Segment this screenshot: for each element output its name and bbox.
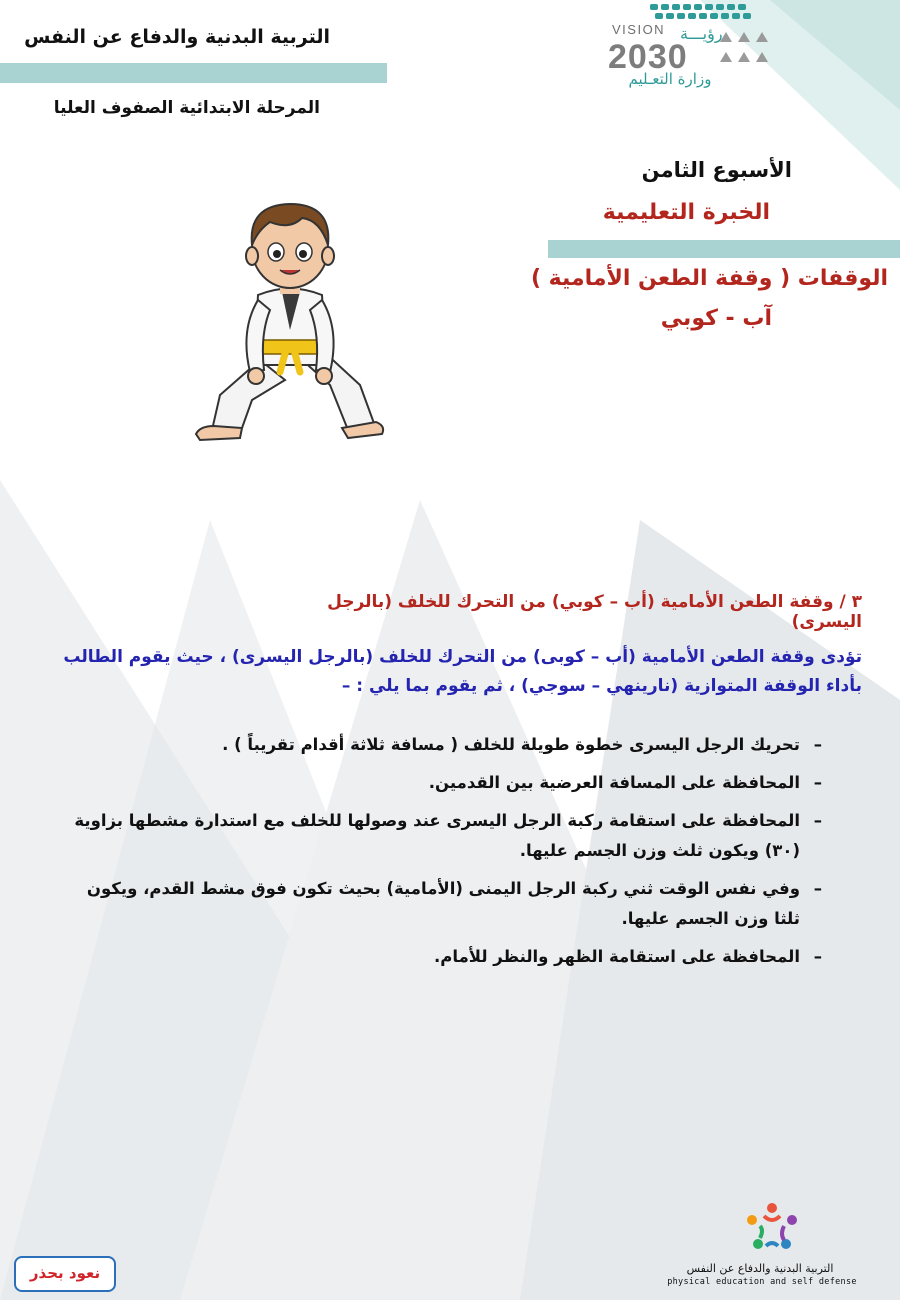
karate-boy-illustration xyxy=(190,190,390,455)
logo-vision-text: VISION xyxy=(612,22,666,37)
subject-title: التربية البدنية والدفاع عن النفس xyxy=(24,26,330,48)
list-item xyxy=(60,942,822,972)
steps-list xyxy=(60,730,822,980)
experience-title: الخبرة التعليمية xyxy=(602,200,770,225)
logo-year: 2030 xyxy=(608,38,688,76)
stage-label: المرحلة الابتدائية الصفوف العليا xyxy=(53,98,320,118)
footer-subject-arabic: التربية البدنية والدفاع عن النفس xyxy=(686,1262,834,1275)
step-text: المحافظة على استقامة ركبة الرجل اليسرى عند وصولها للخلف مع استدارة مشطها بزاوية (٣٠) ويكون ثلث وزن الجسم عليها. xyxy=(74,811,800,860)
stance-name: آب - كوبي xyxy=(660,306,772,331)
section-intro: تؤدى وقفة الطعن الأمامية (أب – كوبى) من التحرك للخلف (بالرجل اليسرى) ، حيث يقوم الطالب بأداء الوقفة المتوازية (نارينهي – سوجي) ، ثم يقوم بما يلي : – xyxy=(63,647,862,696)
step-text: وفي نفس الوقت ثني ركبة الرجل اليمنى (الأمامية) بحيث تكون فوق مشط القدم، ويكون ثلثا وزن الجسم عليها. xyxy=(86,879,800,928)
step-text: تحريك الرجل اليسرى خطوة طويلة للخلف ( مسافة ثلاثة أقدام تقريباً ) . xyxy=(222,735,800,754)
section-heading: ٣ / وقفة الطعن الأمامية (أب – كوبي) من التحرك للخلف (بالرجل اليسرى) xyxy=(327,592,862,632)
footer-subject-english: physical education and self defense xyxy=(667,1277,857,1287)
list-item xyxy=(60,730,822,760)
list-item xyxy=(60,806,822,866)
logo-vision-arabic: رؤيـــة xyxy=(680,24,723,43)
list-item xyxy=(60,768,822,798)
bullet-dash: – xyxy=(813,735,822,754)
bullet-dash: – xyxy=(813,811,822,830)
bullet-dash: – xyxy=(813,773,822,792)
logo-ministry: وزارة التعـليم xyxy=(628,70,712,88)
week-label: الأسبوع الثامن xyxy=(641,158,792,182)
step-text: المحافظة على المسافة العرضية بين القدمين. xyxy=(428,773,800,792)
watermark-badge: نعود بحذر xyxy=(14,1256,116,1292)
pe-logo-icon xyxy=(740,1200,804,1256)
list-item xyxy=(60,874,822,934)
logo-triangles-icon xyxy=(718,30,778,70)
bullet-dash: – xyxy=(813,879,822,898)
header-divider xyxy=(0,63,387,83)
step-text: المحافظة على استقامة الظهر والنظر للأمام. xyxy=(434,947,800,966)
stances-title: الوقفات ( وقفة الطعن الأمامية ) xyxy=(530,266,888,291)
title-divider xyxy=(548,240,900,258)
bullet-dash: – xyxy=(813,947,822,966)
logo-dots-icon xyxy=(650,2,770,22)
